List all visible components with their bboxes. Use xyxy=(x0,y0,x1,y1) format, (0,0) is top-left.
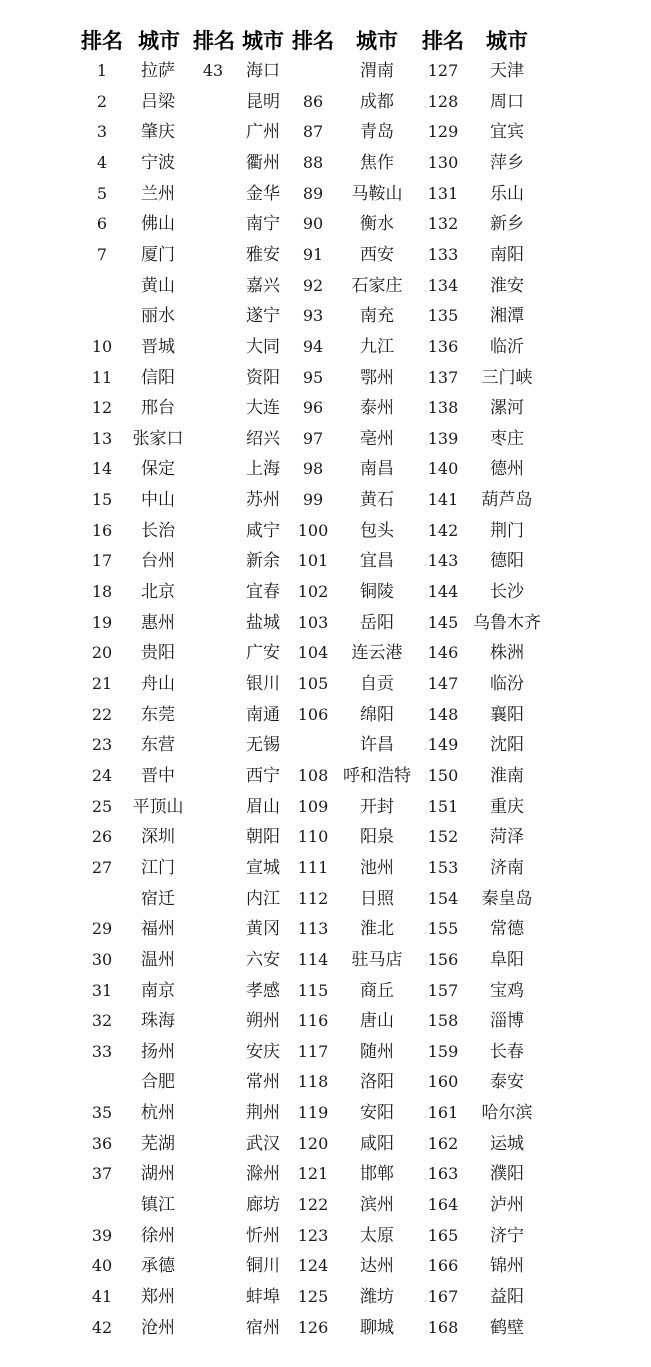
city-cell: 眉山 xyxy=(246,797,280,817)
rank-cell: 16 xyxy=(91,521,113,540)
city-cell: 信阳 xyxy=(141,368,175,388)
city-cell: 海口 xyxy=(246,61,280,81)
city-cell: 深圳 xyxy=(141,827,175,847)
city-cell: 廊坊 xyxy=(246,1195,280,1215)
city-cell: 黄冈 xyxy=(246,919,280,939)
city-cell: 菏泽 xyxy=(490,827,524,847)
rank-cell: 129 xyxy=(427,122,459,141)
rank-cell: 25 xyxy=(91,797,113,816)
rank-cell: 91 xyxy=(302,245,324,264)
city-cell: 朝阳 xyxy=(246,827,280,847)
city-cell: 温州 xyxy=(141,950,175,970)
rank-cell: 27 xyxy=(91,858,113,877)
city-cell: 杭州 xyxy=(141,1103,175,1123)
city-cell: 合肥 xyxy=(141,1072,175,1092)
city-cell: 咸宁 xyxy=(246,521,280,541)
rank-cell: 21 xyxy=(91,674,113,693)
city-cell: 荆州 xyxy=(246,1103,280,1123)
city-cell: 保定 xyxy=(141,459,175,479)
city-cell: 宜宾 xyxy=(490,122,524,142)
city-cell: 福州 xyxy=(141,919,175,939)
rank-cell: 10 xyxy=(91,337,113,356)
rank-cell: 106 xyxy=(297,705,329,724)
city-cell: 常州 xyxy=(246,1072,280,1092)
city-cell: 厦门 xyxy=(141,245,175,265)
city-cell: 淮安 xyxy=(490,276,524,296)
rank-cell: 5 xyxy=(96,184,108,203)
city-cell: 荆门 xyxy=(490,521,524,541)
city-cell: 淮南 xyxy=(490,766,524,786)
city-cell: 丽水 xyxy=(141,306,175,326)
city-cell: 天津 xyxy=(490,61,524,81)
city-cell: 晋中 xyxy=(141,766,175,786)
rank-cell: 161 xyxy=(427,1103,459,1122)
city-cell: 德阳 xyxy=(490,551,524,571)
rank-cell: 92 xyxy=(302,276,324,295)
city-cell: 乐山 xyxy=(490,184,524,204)
rank-cell: 42 xyxy=(91,1318,113,1337)
rank-cell: 4 xyxy=(96,153,108,172)
rank-cell: 7 xyxy=(96,245,108,264)
city-cell: 宁波 xyxy=(141,153,175,173)
rank-cell: 13 xyxy=(91,429,113,448)
rank-cell: 33 xyxy=(91,1042,113,1061)
city-cell: 济宁 xyxy=(490,1226,524,1246)
city-cell: 渭南 xyxy=(360,61,394,81)
city-cell: 滁州 xyxy=(246,1164,280,1184)
city-cell: 漯河 xyxy=(490,398,524,418)
rank-cell: 112 xyxy=(297,889,329,908)
city-cell: 蚌埠 xyxy=(246,1287,280,1307)
city-cell: 潍坊 xyxy=(360,1287,394,1307)
rank-cell: 139 xyxy=(427,429,459,448)
city-cell: 日照 xyxy=(360,889,394,909)
rank-cell: 39 xyxy=(91,1226,113,1245)
city-cell: 镇江 xyxy=(141,1195,175,1215)
city-cell: 银川 xyxy=(246,674,280,694)
city-cell: 贵阳 xyxy=(141,643,175,663)
city-cell: 邯郸 xyxy=(360,1164,394,1184)
rank-cell: 168 xyxy=(427,1318,459,1337)
rank-cell: 148 xyxy=(427,705,459,724)
city-cell: 阳泉 xyxy=(360,827,394,847)
rank-cell: 164 xyxy=(427,1195,459,1214)
city-cell: 临汾 xyxy=(490,674,524,694)
city-cell: 舟山 xyxy=(141,674,175,694)
rank-cell: 88 xyxy=(302,153,324,172)
city-cell: 宝鸡 xyxy=(490,981,524,1001)
rank-cell: 122 xyxy=(297,1195,329,1214)
city-cell: 郑州 xyxy=(141,1287,175,1307)
rank-cell: 157 xyxy=(427,981,459,1000)
rank-cell: 116 xyxy=(297,1011,329,1030)
city-cell: 晋城 xyxy=(141,337,175,357)
rank-cell: 167 xyxy=(427,1287,459,1306)
city-cell: 马鞍山 xyxy=(351,184,403,204)
rank-cell: 87 xyxy=(302,122,324,141)
city-cell: 益阳 xyxy=(490,1287,524,1307)
rank-cell: 158 xyxy=(427,1011,459,1030)
rank-cell: 96 xyxy=(302,398,324,417)
rank-cell: 26 xyxy=(91,827,113,846)
rank-cell: 143 xyxy=(427,551,459,570)
rank-cell: 89 xyxy=(302,184,324,203)
rank-cell: 11 xyxy=(91,368,113,387)
city-cell: 泰州 xyxy=(360,398,394,418)
city-cell: 北京 xyxy=(141,582,175,602)
city-cell: 鹤壁 xyxy=(490,1318,524,1338)
rank-cell: 120 xyxy=(297,1134,329,1153)
city-cell: 周口 xyxy=(490,92,524,112)
city-cell: 岳阳 xyxy=(360,613,394,633)
city-cell: 广安 xyxy=(246,643,280,663)
rank-cell: 40 xyxy=(91,1256,113,1275)
rank-cell: 1 xyxy=(96,61,108,80)
city-cell: 咸阳 xyxy=(360,1134,394,1154)
rank-cell: 103 xyxy=(297,613,329,632)
rank-cell: 127 xyxy=(427,61,459,80)
city-cell: 忻州 xyxy=(246,1226,280,1246)
city-cell: 安阳 xyxy=(360,1103,394,1123)
rank-cell: 20 xyxy=(91,643,113,662)
city-cell: 绵阳 xyxy=(360,705,394,725)
city-cell: 濮阳 xyxy=(490,1164,524,1184)
city-cell: 连云港 xyxy=(351,643,403,663)
rank-cell: 156 xyxy=(427,950,459,969)
city-cell: 吕梁 xyxy=(141,92,175,112)
city-cell: 焦作 xyxy=(360,153,394,173)
city-cell: 大连 xyxy=(246,398,280,418)
rank-cell: 93 xyxy=(302,306,324,325)
rank-cell: 141 xyxy=(427,490,459,509)
rank-cell: 19 xyxy=(91,613,113,632)
city-cell: 江门 xyxy=(141,858,175,878)
city-cell: 佛山 xyxy=(141,214,175,234)
rank-cell: 134 xyxy=(427,276,459,295)
rank-cell: 138 xyxy=(427,398,459,417)
city-cell: 许昌 xyxy=(360,735,394,755)
city-cell: 孝感 xyxy=(246,981,280,1001)
city-cell: 鄂州 xyxy=(360,368,394,388)
city-cell: 雅安 xyxy=(246,245,280,265)
rank-cell: 151 xyxy=(427,797,459,816)
city-cell: 绍兴 xyxy=(246,429,280,449)
rank-cell: 110 xyxy=(297,827,329,846)
rank-cell: 150 xyxy=(427,766,459,785)
rank-cell: 160 xyxy=(427,1072,459,1091)
city-cell: 三门峡 xyxy=(481,368,533,388)
city-cell: 黄山 xyxy=(141,276,175,296)
city-cell: 宣城 xyxy=(246,858,280,878)
rank-cell: 102 xyxy=(297,582,329,601)
city-cell: 扬州 xyxy=(141,1042,175,1062)
rank-cell: 119 xyxy=(297,1103,329,1122)
city-cell: 重庆 xyxy=(490,797,524,817)
header-city-3: 城市 xyxy=(356,29,398,53)
city-cell: 台州 xyxy=(141,551,175,571)
city-cell: 运城 xyxy=(490,1134,524,1154)
rank-cell: 128 xyxy=(427,92,459,111)
rank-cell: 142 xyxy=(427,521,459,540)
city-cell: 宜昌 xyxy=(360,551,394,571)
rank-cell: 115 xyxy=(297,981,329,1000)
rank-cell: 36 xyxy=(91,1134,113,1153)
rank-cell: 111 xyxy=(297,858,329,877)
city-cell: 沧州 xyxy=(141,1318,175,1338)
city-cell: 拉萨 xyxy=(141,61,175,81)
rank-cell: 100 xyxy=(297,521,329,540)
city-cell: 襄阳 xyxy=(490,705,524,725)
city-cell: 包头 xyxy=(360,521,394,541)
city-cell: 平顶山 xyxy=(132,797,184,817)
rank-cell: 105 xyxy=(297,674,329,693)
city-cell: 兰州 xyxy=(141,184,175,204)
rank-cell: 135 xyxy=(427,306,459,325)
rank-cell: 18 xyxy=(91,582,113,601)
city-cell: 南宁 xyxy=(246,214,280,234)
rank-cell: 136 xyxy=(427,337,459,356)
city-cell: 驻马店 xyxy=(351,950,403,970)
header-city-4: 城市 xyxy=(486,29,528,53)
rank-cell: 125 xyxy=(297,1287,329,1306)
city-cell: 铜川 xyxy=(246,1256,280,1276)
rank-cell: 131 xyxy=(427,184,459,203)
rank-cell: 109 xyxy=(297,797,329,816)
rank-cell: 94 xyxy=(302,337,324,356)
rank-cell: 3 xyxy=(96,122,108,141)
city-cell: 金华 xyxy=(246,184,280,204)
rank-cell: 99 xyxy=(302,490,324,509)
city-cell: 南充 xyxy=(360,306,394,326)
rank-cell: 153 xyxy=(427,858,459,877)
header-rank-1: 排名 xyxy=(81,29,123,53)
city-cell: 承德 xyxy=(141,1256,175,1276)
city-cell: 随州 xyxy=(360,1042,394,1062)
city-cell: 邢台 xyxy=(141,398,175,418)
rank-cell: 104 xyxy=(297,643,329,662)
city-cell: 聊城 xyxy=(360,1318,394,1338)
rank-cell: 113 xyxy=(297,919,329,938)
city-cell: 西安 xyxy=(360,245,394,265)
city-cell: 青岛 xyxy=(360,122,394,142)
rank-cell: 118 xyxy=(297,1072,329,1091)
rank-cell: 86 xyxy=(302,92,324,111)
rank-cell: 101 xyxy=(297,551,329,570)
city-cell: 张家口 xyxy=(132,429,184,449)
rank-cell: 37 xyxy=(91,1164,113,1183)
rank-cell: 29 xyxy=(91,919,113,938)
city-cell: 太原 xyxy=(360,1226,394,1246)
rank-cell: 23 xyxy=(91,735,113,754)
city-cell: 池州 xyxy=(360,858,394,878)
city-cell: 苏州 xyxy=(246,490,280,510)
rank-cell: 124 xyxy=(297,1256,329,1275)
rank-cell: 15 xyxy=(91,490,113,509)
city-cell: 乌鲁木齐 xyxy=(473,613,541,633)
city-cell: 成都 xyxy=(360,92,394,112)
city-cell: 新乡 xyxy=(490,214,524,234)
city-cell: 盐城 xyxy=(246,613,280,633)
rank-cell: 6 xyxy=(96,214,108,233)
city-cell: 株洲 xyxy=(490,643,524,663)
city-cell: 自贡 xyxy=(360,674,394,694)
header-city-1: 城市 xyxy=(138,29,180,53)
city-cell: 南京 xyxy=(141,981,175,1001)
city-cell: 新余 xyxy=(246,551,280,571)
city-cell: 东莞 xyxy=(141,705,175,725)
rank-cell: 41 xyxy=(91,1287,113,1306)
city-cell: 衢州 xyxy=(246,153,280,173)
city-cell: 安庆 xyxy=(246,1042,280,1062)
city-cell: 惠州 xyxy=(141,613,175,633)
city-cell: 沈阳 xyxy=(490,735,524,755)
city-cell: 湘潭 xyxy=(490,306,524,326)
city-cell: 商丘 xyxy=(360,981,394,1001)
rank-cell: 126 xyxy=(297,1318,329,1337)
rank-cell: 90 xyxy=(302,214,324,233)
city-cell: 临沂 xyxy=(490,337,524,357)
city-cell: 内江 xyxy=(246,889,280,909)
rank-cell: 14 xyxy=(91,459,113,478)
city-cell: 资阳 xyxy=(246,368,280,388)
city-cell: 黄石 xyxy=(360,490,394,510)
rank-cell: 43 xyxy=(202,61,224,80)
rank-cell: 123 xyxy=(297,1226,329,1245)
city-cell: 南通 xyxy=(246,705,280,725)
city-cell: 开封 xyxy=(360,797,394,817)
city-cell: 长沙 xyxy=(490,582,524,602)
rank-cell: 144 xyxy=(427,582,459,601)
rank-cell: 155 xyxy=(427,919,459,938)
city-cell: 阜阳 xyxy=(490,950,524,970)
city-cell: 嘉兴 xyxy=(246,276,280,296)
rank-cell: 97 xyxy=(302,429,324,448)
rank-cell: 114 xyxy=(297,950,329,969)
rank-cell: 162 xyxy=(427,1134,459,1153)
header-rank-2: 排名 xyxy=(193,29,235,53)
rank-cell: 22 xyxy=(91,705,113,724)
city-cell: 洛阳 xyxy=(360,1072,394,1092)
city-cell: 宿迁 xyxy=(141,889,175,909)
rank-cell: 152 xyxy=(427,827,459,846)
rank-cell: 159 xyxy=(427,1042,459,1061)
city-cell: 呼和浩特 xyxy=(343,766,411,786)
rank-cell: 2 xyxy=(96,92,108,111)
city-cell: 湖州 xyxy=(141,1164,175,1184)
city-cell: 滨州 xyxy=(360,1195,394,1215)
city-cell: 西宁 xyxy=(246,766,280,786)
city-cell: 葫芦岛 xyxy=(481,490,533,510)
rank-cell: 166 xyxy=(427,1256,459,1275)
city-cell: 武汉 xyxy=(246,1134,280,1154)
rank-cell: 17 xyxy=(91,551,113,570)
city-cell: 石家庄 xyxy=(351,276,403,296)
city-cell: 大同 xyxy=(246,337,280,357)
city-cell: 枣庄 xyxy=(490,429,524,449)
rank-cell: 147 xyxy=(427,674,459,693)
city-cell: 珠海 xyxy=(141,1011,175,1031)
rank-cell: 95 xyxy=(302,368,324,387)
rank-cell: 35 xyxy=(91,1103,113,1122)
rank-cell: 133 xyxy=(427,245,459,264)
rank-cell: 108 xyxy=(297,766,329,785)
rank-cell: 163 xyxy=(427,1164,459,1183)
city-cell: 广州 xyxy=(246,122,280,142)
rank-cell: 98 xyxy=(302,459,324,478)
city-cell: 徐州 xyxy=(141,1226,175,1246)
city-cell: 遂宁 xyxy=(246,306,280,326)
rank-cell: 32 xyxy=(91,1011,113,1030)
city-cell: 泰安 xyxy=(490,1072,524,1092)
city-cell: 萍乡 xyxy=(490,153,524,173)
city-cell: 中山 xyxy=(141,490,175,510)
city-cell: 常德 xyxy=(490,919,524,939)
city-cell: 德州 xyxy=(490,459,524,479)
rank-cell: 130 xyxy=(427,153,459,172)
city-cell: 哈尔滨 xyxy=(481,1103,533,1123)
rank-cell: 137 xyxy=(427,368,459,387)
header-rank-3: 排名 xyxy=(292,29,334,53)
rank-cell: 117 xyxy=(297,1042,329,1061)
city-cell: 东营 xyxy=(141,735,175,755)
city-cell: 锦州 xyxy=(490,1256,524,1276)
city-cell: 芜湖 xyxy=(141,1134,175,1154)
rank-cell: 121 xyxy=(297,1164,329,1183)
header-rank-4: 排名 xyxy=(422,29,464,53)
rank-cell: 132 xyxy=(427,214,459,233)
header-city-2: 城市 xyxy=(242,29,284,53)
city-cell: 淮北 xyxy=(360,919,394,939)
rank-cell: 12 xyxy=(91,398,113,417)
city-cell: 济南 xyxy=(490,858,524,878)
rank-cell: 145 xyxy=(427,613,459,632)
rank-cell: 30 xyxy=(91,950,113,969)
rank-cell: 154 xyxy=(427,889,459,908)
city-cell: 六安 xyxy=(246,950,280,970)
city-cell: 淄博 xyxy=(490,1011,524,1031)
city-cell: 衡水 xyxy=(360,214,394,234)
rank-cell: 149 xyxy=(427,735,459,754)
city-cell: 南昌 xyxy=(360,459,394,479)
city-cell: 唐山 xyxy=(360,1011,394,1031)
city-cell: 宜春 xyxy=(246,582,280,602)
city-cell: 肇庆 xyxy=(141,122,175,142)
city-cell: 秦皇岛 xyxy=(481,889,533,909)
rank-cell: 31 xyxy=(91,981,113,1000)
city-cell: 九江 xyxy=(360,337,394,357)
city-cell: 朔州 xyxy=(246,1011,280,1031)
rank-cell: 165 xyxy=(427,1226,459,1245)
city-cell: 南阳 xyxy=(490,245,524,265)
city-cell: 上海 xyxy=(246,459,280,479)
city-cell: 铜陵 xyxy=(360,582,394,602)
city-cell: 亳州 xyxy=(360,429,394,449)
city-cell: 长春 xyxy=(490,1042,524,1062)
rank-cell: 24 xyxy=(91,766,113,785)
rank-cell: 146 xyxy=(427,643,459,662)
rank-cell: 140 xyxy=(427,459,459,478)
city-cell: 无锡 xyxy=(246,735,280,755)
city-cell: 达州 xyxy=(360,1256,394,1276)
city-cell: 昆明 xyxy=(246,92,280,112)
city-cell: 宿州 xyxy=(246,1318,280,1338)
city-cell: 长治 xyxy=(141,521,175,541)
city-cell: 泸州 xyxy=(490,1195,524,1215)
